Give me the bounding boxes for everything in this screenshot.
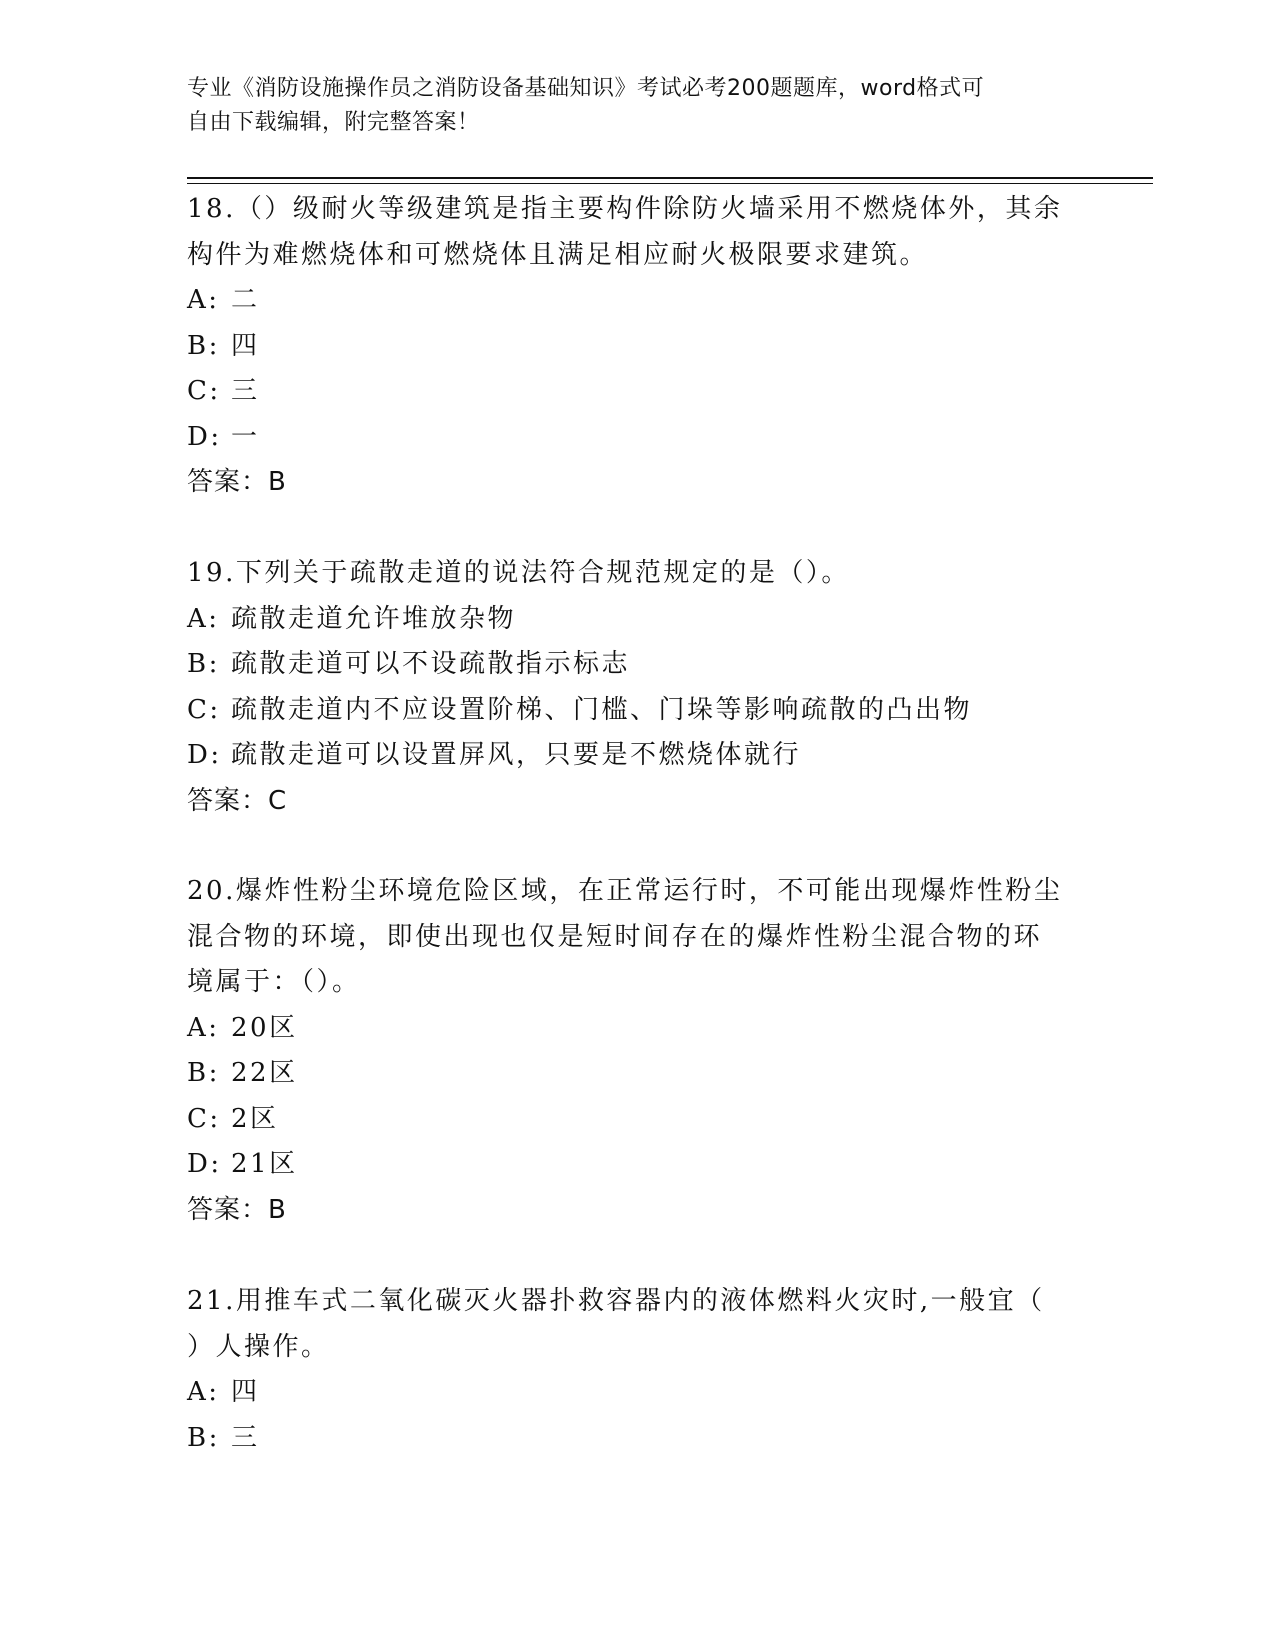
question-19-option-a	[187, 597, 1087, 643]
question-21-line-2: ）人操作。	[187, 1331, 330, 1362]
option-text: 一	[231, 421, 260, 452]
question-19-option-d	[187, 733, 1087, 779]
header-divider-thin	[187, 183, 1153, 184]
question-20-option-b	[187, 1051, 1087, 1097]
option-key: B:	[187, 1058, 220, 1088]
option-text: 20区	[231, 1012, 298, 1043]
option-key: D:	[187, 740, 222, 770]
option-key: B:	[187, 1422, 220, 1453]
header-line-1: 专业《消防设施操作员之消防设备基础知识》考试必考200题题库，word格式可	[187, 76, 985, 101]
question-20-option-d	[187, 1142, 1087, 1188]
question-20-line-1: 20.爆炸性粉尘环境危险区域，在正常运行时，不可能出现爆炸性粉尘	[187, 876, 1063, 906]
question-19	[187, 551, 1087, 824]
option-text: 2区	[231, 1103, 279, 1134]
option-text: 疏散走道可以不设疏散指示标志	[231, 649, 631, 679]
option-text: 疏散走道允许堆放杂物	[231, 603, 517, 634]
question-18-answer: 答案：B	[187, 467, 287, 497]
option-key: C:	[187, 376, 221, 406]
option-text: 三	[231, 1422, 260, 1453]
document-header	[187, 72, 1087, 140]
header-line-2: 自由下载编辑，附完整答案！	[187, 110, 480, 135]
option-key: C:	[187, 1103, 221, 1134]
question-19-answer: 答案：C	[187, 785, 288, 816]
question-21-line-1: 21.用推车式二氧化碳灭火器扑救容器内的液体燃料火灾时,一般宜（	[187, 1286, 1045, 1316]
question-18-option-a	[187, 278, 1087, 324]
option-text: 21区	[231, 1149, 298, 1179]
question-20-answer: 答案：B	[187, 1194, 287, 1225]
option-key: D:	[187, 421, 222, 452]
question-21	[187, 1279, 1087, 1461]
option-text: 22区	[231, 1058, 298, 1088]
option-key: A:	[187, 1012, 220, 1043]
question-18-line-2: 构件为难燃烧体和可燃烧体且满足相应耐火极限要求建筑。	[187, 239, 929, 270]
question-18-option-c	[187, 369, 1087, 415]
question-20-option-a	[187, 1006, 1087, 1052]
question-20-line-2: 混合物的环境，即使出现也仅是短时间存在的爆炸性粉尘混合物的环	[187, 921, 1043, 952]
question-19-option-c	[187, 688, 1087, 734]
question-21-option-a	[187, 1370, 1087, 1416]
option-key: B:	[187, 330, 220, 361]
question-20-line-3: 境属于：（）。	[187, 967, 361, 997]
question-18-option-b	[187, 324, 1087, 370]
option-text: 三	[231, 376, 260, 406]
option-key: A:	[187, 285, 220, 315]
question-19-line-1: 19.下列关于疏散走道的说法符合规范规定的是（）。	[187, 558, 850, 588]
question-19-option-b	[187, 642, 1087, 688]
question-21-option-b	[187, 1416, 1087, 1462]
option-key: B:	[187, 649, 220, 679]
option-text: 四	[231, 330, 260, 361]
option-text: 疏散走道内不应设置阶梯、门槛、门垛等影响疏散的凸出物	[231, 694, 973, 725]
option-text: 二	[231, 285, 260, 315]
option-text: 疏散走道可以设置屏风，只要是不燃烧体就行	[231, 740, 802, 770]
question-20	[187, 869, 1087, 1233]
option-key: A:	[187, 1377, 220, 1407]
question-20-option-c	[187, 1097, 1087, 1143]
option-key: D:	[187, 1149, 222, 1179]
question-18	[187, 187, 1087, 506]
option-key: C:	[187, 694, 221, 725]
option-text: 四	[231, 1377, 260, 1407]
header-divider-thick	[187, 177, 1153, 179]
option-key: A:	[187, 603, 220, 634]
question-18-option-d	[187, 415, 1087, 461]
question-18-line-1: 18.（）级耐火等级建筑是指主要构件除防火墙采用不燃烧体外，其余	[187, 194, 1063, 224]
